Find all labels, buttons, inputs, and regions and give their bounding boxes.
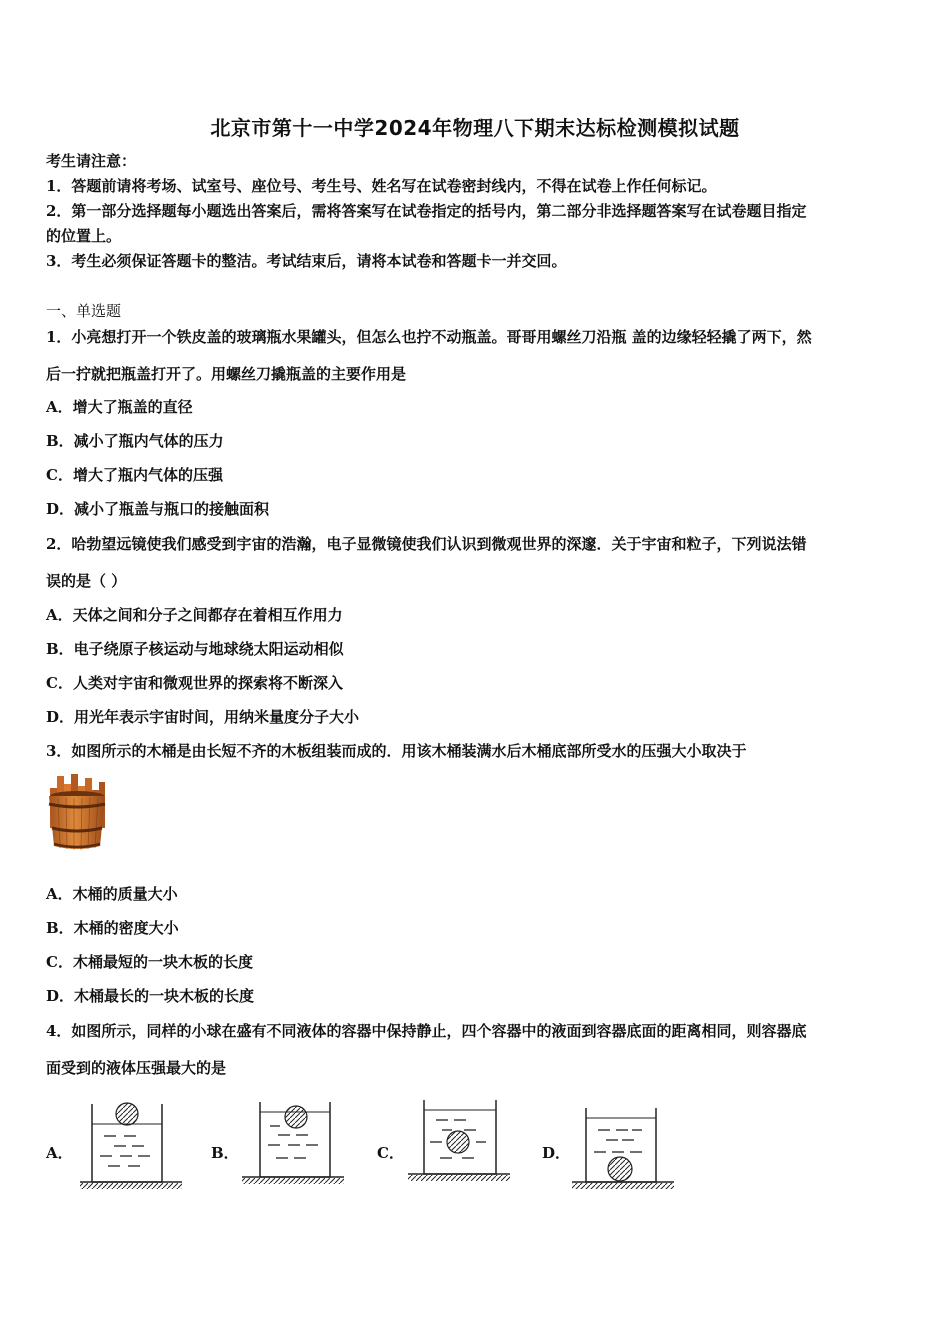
page-title: 北京市第十一中学2024年物理八下期末达标检测模拟试题 xyxy=(210,116,740,140)
q3-option-c: C．木桶最短的一块木板的长度 xyxy=(46,953,253,971)
q2-stem-line2: 误的是（ ） xyxy=(46,572,127,590)
q4-label-c: C． xyxy=(377,1144,404,1162)
wooden-bucket-image xyxy=(44,772,110,852)
q4-label-d: D． xyxy=(542,1144,571,1162)
q4-stem-line1: 4．如图所示，同样的小球在盛有不同液体的容器中保持静止，四个容器中的液面到容器底面的距离相同，则容器底 xyxy=(46,1022,807,1040)
q2-option-c: C．人类对宇宙和微观世界的探索将不断深入 xyxy=(46,674,343,692)
notice-item: 的位置上。 xyxy=(46,227,122,245)
q4-stem-line2: 面受到的液体压强最大的是 xyxy=(46,1059,227,1077)
notice-item: 3．考生必须保证答题卡的整洁。考试结束后，请将本试卷和答题卡一并交回。 xyxy=(46,252,567,270)
q1-option-a: A．增大了瓶盖的直径 xyxy=(46,398,193,416)
q4-label-b: B． xyxy=(211,1144,239,1162)
q3-option-a: A．木桶的质量大小 xyxy=(46,885,178,903)
notice-item: 2．第一部分选择题每小题选出答案后，需将答案写在试卷指定的括号内，第二部分非选择题答案写在试卷题目指定 xyxy=(46,202,807,220)
q3-option-d: D．木桶最长的一块木板的长度 xyxy=(46,987,255,1005)
container-c-diagram xyxy=(406,1096,512,1190)
section-heading: 一、单选题 xyxy=(46,302,122,320)
q2-option-a: A．天体之间和分子之间都存在着相互作用力 xyxy=(46,606,343,624)
notice-heading: 考生请注意： xyxy=(46,152,137,170)
q2-stem-line1: 2．哈勃望远镜使我们感受到宇宙的浩瀚，电子显微镜使我们认识到微观世界的深邃．关于宇宙和粒子，下列说法错 xyxy=(46,535,807,553)
q1-option-d: D．减小了瓶盖与瓶口的接触面积 xyxy=(46,500,270,518)
container-d-diagram xyxy=(570,1100,676,1194)
q1-option-c: C．增大了瓶内气体的压强 xyxy=(46,466,223,484)
q1-option-b: B．减小了瓶内气体的压力 xyxy=(46,432,224,450)
q2-option-b: B．电子绕原子核运动与地球绕太阳运动相似 xyxy=(46,640,344,658)
q3-stem: 3．如图所示的木桶是由长短不齐的木板组装而成的．用该木桶装满水后木桶底部所受水的压强大小取决于 xyxy=(46,742,747,760)
q1-stem-line2: 后一拧就把瓶盖打开了。用螺丝刀撬瓶盖的主要作用是 xyxy=(46,365,407,383)
container-b-diagram xyxy=(240,1098,346,1194)
q3-option-b: B．木桶的密度大小 xyxy=(46,919,179,937)
q4-label-a: A． xyxy=(46,1144,73,1162)
q1-stem-line1: 1．小亮想打开一个铁皮盖的玻璃瓶水果罐头，但怎么也拧不动瓶盖。哥哥用螺丝刀沿瓶 盖的边缘轻轻撬了两下，然 xyxy=(46,328,812,346)
notice-item: 1．答题前请将考场、试室号、座位号、考生号、姓名写在试卷密封线内，不得在试卷上作任何标记。 xyxy=(46,177,717,195)
container-a-diagram xyxy=(78,1098,184,1194)
q2-option-d: D．用光年表示宇宙时间，用纳米量度分子大小 xyxy=(46,708,360,726)
